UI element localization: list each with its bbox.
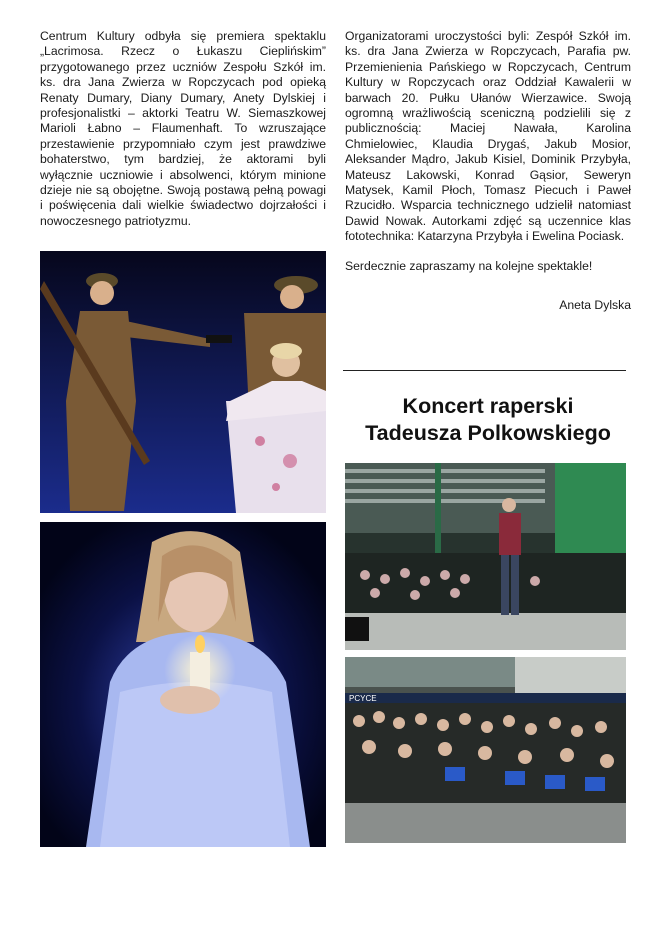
section-title-line-2: Tadeusza Polkowskiego: [365, 421, 611, 445]
photo-concert-rapper-on-stage: [345, 463, 626, 650]
closing-invitation: Serdecznie zapraszamy na kolejne spektakle!: [345, 258, 593, 273]
article-right-column: [345, 29, 631, 314]
section-title-line-1: Koncert raperski: [402, 394, 574, 418]
article-right-paragraph: Organizatorami uroczystości byli: Zespół Szkół im. ks. dra Jana Zwierza w Ropczycach, Parafia pw. Przemienienia Pańskiego w Ropczycach, Centrum Kultury w Ropczycach oraz Oddział Kawalerii w barwach 20. Pułku Ułanów Wierzawice. Swoją ogromną wrażliwością sceniczną podzielili się z publicznością: Maciej Nawała, Karolina Chmielowiec, Klaudia Drygaś, Jakub Mosior, Aleksander Mądro, Jakub Kisiel, Dominik Przybyła, Mateusz Lakowski, Konrad Gąsior, Seweryn Matysek, Kamil Płoch, Tomasz Piecuch i Paweł Rzucidło. Wsparcia technicznego udzielił natomiast Dawid Nowak. Autorkami zdjęć są uczennice klas fototechnika: Katarzyna Przybyła i Ewelina Pociask.: [345, 29, 631, 244]
banner-text: PCYCE: [349, 694, 377, 703]
section-title: [343, 393, 633, 447]
author-signature: Aneta Dylska: [559, 298, 631, 313]
photo-theater-candle-girl: [40, 522, 326, 847]
article-left-paragraph: Centrum Kultury odbyła się premiera spektaklu „Lacrimosa. Rzecz o Łukaszu Cieplińskim” przygotowanego przez uczniów Zespołu Szkół im. ks. dra Jana Zwierza w Ropczycach pod opieką Renaty Dumary, Diany Dumary, Anety Dylskiej i profesjonalistki – aktorki Teatru W. Siemaszkowej Marioli Łabno – Flaumenhaft. To wzruszające przestawienie przypomniało czym jest prawdziwe bohaterstwo, tym bardziej, że aktorami byli wyłącznie uczniowie i absolwenci, którym minione dzieje nie są obojętne. Swoją postawą pełną powagi i poświęcenia dali wielkie świadectwo dojrzałości i nowoczesnego patriotyzmu.: [40, 29, 326, 228]
section-divider: [343, 370, 626, 371]
article-left-column: [40, 29, 326, 229]
photo-theater-soldiers: [40, 251, 326, 513]
photo-concert-audience: [345, 657, 626, 843]
